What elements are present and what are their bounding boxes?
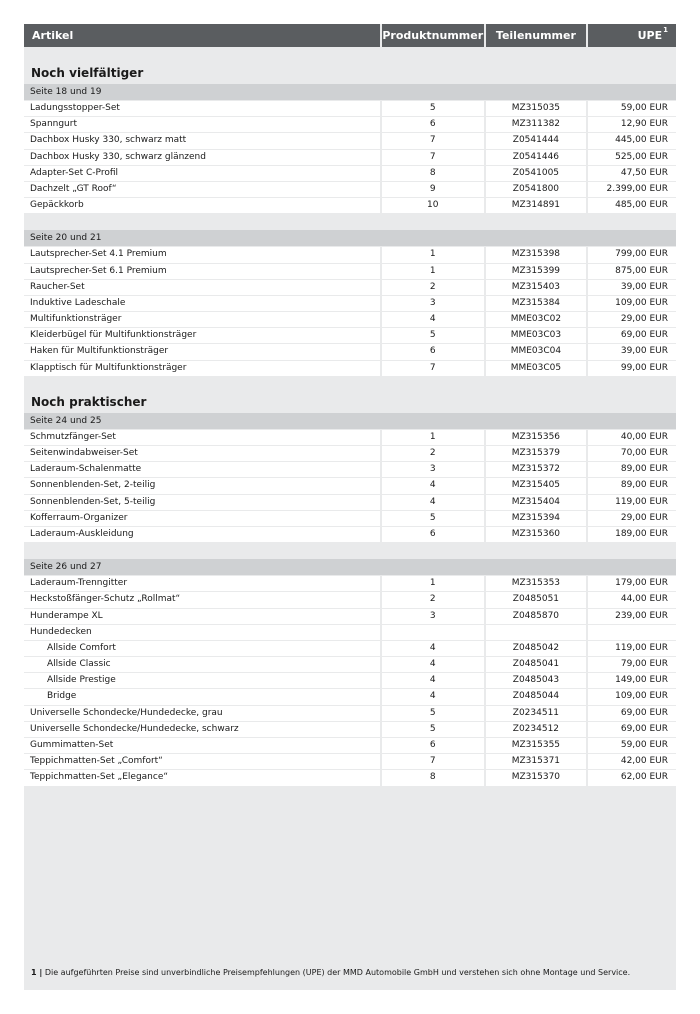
price: 79,00 EUR — [588, 657, 676, 672]
price: 47,50 EUR — [588, 166, 676, 181]
table-row — [24, 116, 676, 132]
article-name: Klapptisch für Multifunktionsträger — [24, 361, 380, 376]
table-header — [24, 24, 676, 47]
price: 29,00 EUR — [588, 312, 676, 327]
article-name: Spanngurt — [24, 117, 380, 132]
part-number: Z0485870 — [486, 609, 587, 624]
product-number: 4 — [382, 495, 484, 510]
price: 99,00 EUR — [588, 361, 676, 376]
product-number: 3 — [382, 609, 484, 624]
article-name: Ladungsstopper-Set — [24, 101, 380, 116]
product-number: 5 — [382, 722, 484, 737]
part-number: Z0485051 — [486, 592, 587, 607]
table-row — [24, 494, 676, 510]
product-number: 1 — [382, 430, 484, 445]
article-name: Gepäckkorb — [24, 198, 380, 213]
article-name: Dachzelt „GT Roof“ — [24, 182, 380, 197]
part-number: Z0541005 — [486, 166, 587, 181]
product-number: 2 — [382, 280, 484, 295]
table-row — [24, 165, 676, 181]
article-name: Dachbox Husky 330, schwarz glänzend — [24, 150, 380, 165]
part-number: MZ311382 — [486, 117, 587, 132]
part-number: Z0541800 — [486, 182, 587, 197]
price: 119,00 EUR — [588, 641, 676, 656]
product-number: 8 — [382, 166, 484, 181]
product-number: 2 — [382, 446, 484, 461]
header-price-label: UPE — [637, 29, 663, 42]
price: 525,00 EUR — [588, 150, 676, 165]
header-product-number: Produktnummer — [382, 24, 484, 47]
article-name: Raucher-Set — [24, 280, 380, 295]
table-row — [24, 246, 676, 262]
part-number: MME03C02 — [486, 312, 587, 327]
table-row — [24, 705, 676, 721]
article-name: Universelle Schondecke/Hundedecke, schwarz — [24, 722, 380, 737]
table-row — [24, 181, 676, 197]
price: 59,00 EUR — [588, 738, 676, 753]
product-number: 5 — [382, 328, 484, 343]
article-name: Induktive Ladeschale — [24, 296, 380, 311]
part-number: Z0485043 — [486, 673, 587, 688]
article-name: Haken für Multifunktionsträger — [24, 344, 380, 359]
price: 445,00 EUR — [588, 133, 676, 148]
table-row — [24, 656, 676, 672]
price: 42,00 EUR — [588, 754, 676, 769]
table-row — [24, 445, 676, 461]
part-number: MZ315355 — [486, 738, 587, 753]
table-row — [24, 526, 676, 542]
group-spacer — [24, 213, 676, 230]
table-row — [24, 197, 676, 213]
price: 485,00 EUR — [588, 198, 676, 213]
table-row — [24, 640, 676, 656]
article-name: Multifunktionsträger — [24, 312, 380, 327]
product-number: 10 — [382, 198, 484, 213]
article-name: Hunderampe XL — [24, 609, 380, 624]
part-number: MME03C05 — [486, 361, 587, 376]
price: 29,00 EUR — [588, 511, 676, 526]
article-name: Sonnenblenden-Set, 2-teilig — [24, 478, 380, 493]
part-number: MZ315398 — [486, 247, 587, 262]
part-number: MZ315353 — [486, 576, 587, 591]
header-part-number: Teilenummer — [486, 24, 587, 47]
table-row — [24, 477, 676, 493]
part-number: MZ315356 — [486, 430, 587, 445]
article-name: Lautsprecher-Set 6.1 Premium — [24, 264, 380, 279]
part-number: MZ315371 — [486, 754, 587, 769]
product-number: 4 — [382, 312, 484, 327]
product-number: 3 — [382, 296, 484, 311]
article-name: Teppichmatten-Set „Comfort“ — [24, 754, 380, 769]
price: 149,00 EUR — [588, 673, 676, 688]
part-number: MZ315403 — [486, 280, 587, 295]
part-number: MZ315360 — [486, 527, 587, 542]
part-number: MZ315394 — [486, 511, 587, 526]
article-name: Kofferraum-Organizer — [24, 511, 380, 526]
table-row — [24, 624, 676, 640]
table-row — [24, 608, 676, 624]
part-number: MZ314891 — [486, 198, 587, 213]
price: 70,00 EUR — [588, 446, 676, 461]
article-name: Laderaum-Auskleidung — [24, 527, 380, 542]
price: 39,00 EUR — [588, 280, 676, 295]
table-row — [24, 360, 676, 376]
page-reference: Seite 24 und 25 — [24, 413, 676, 429]
price: 2.399,00 EUR — [588, 182, 676, 197]
table-row — [24, 753, 676, 769]
price: 799,00 EUR — [588, 247, 676, 262]
product-number: 1 — [382, 264, 484, 279]
table-row — [24, 295, 676, 311]
page-reference: Seite 26 und 27 — [24, 559, 676, 575]
product-number: 5 — [382, 101, 484, 116]
table-row — [24, 737, 676, 753]
table-body — [24, 47, 676, 786]
part-number: MZ315404 — [486, 495, 587, 510]
article-name: Heckstoßfänger-Schutz „Rollmat“ — [24, 592, 380, 607]
article-name: Laderaum-Schalenmatte — [24, 462, 380, 477]
product-number: 2 — [382, 592, 484, 607]
part-number: MZ315370 — [486, 770, 587, 785]
footnote — [31, 968, 630, 977]
header-price-footnote-ref: 1 — [663, 26, 668, 34]
product-number: 7 — [382, 361, 484, 376]
product-number: 6 — [382, 738, 484, 753]
footnote-marker: 1 | — [31, 968, 43, 977]
price: 119,00 EUR — [588, 495, 676, 510]
part-number: Z0541444 — [486, 133, 587, 148]
price: 89,00 EUR — [588, 478, 676, 493]
part-number — [486, 625, 587, 640]
table-row — [24, 769, 676, 785]
product-number: 9 — [382, 182, 484, 197]
article-name: Universelle Schondecke/Hundedecke, grau — [24, 706, 380, 721]
price: 109,00 EUR — [588, 689, 676, 704]
article-name: Allside Classic — [24, 657, 380, 672]
product-number: 4 — [382, 641, 484, 656]
product-number: 6 — [382, 527, 484, 542]
table-row — [24, 688, 676, 704]
table-row — [24, 461, 676, 477]
table-row — [24, 672, 676, 688]
part-number: MME03C04 — [486, 344, 587, 359]
product-number — [382, 625, 484, 640]
product-number: 3 — [382, 462, 484, 477]
article-name: Dachbox Husky 330, schwarz matt — [24, 133, 380, 148]
group-spacer — [24, 542, 676, 559]
product-number: 7 — [382, 133, 484, 148]
article-name: Laderaum-Trenngitter — [24, 576, 380, 591]
table-row — [24, 429, 676, 445]
price: 12,90 EUR — [588, 117, 676, 132]
price: 89,00 EUR — [588, 462, 676, 477]
product-number: 4 — [382, 478, 484, 493]
part-number: MZ315035 — [486, 101, 587, 116]
part-number: MZ315384 — [486, 296, 587, 311]
part-number: Z0234512 — [486, 722, 587, 737]
table-row — [24, 591, 676, 607]
part-number: MZ315399 — [486, 264, 587, 279]
price: 189,00 EUR — [588, 527, 676, 542]
table-row — [24, 279, 676, 295]
price: 69,00 EUR — [588, 328, 676, 343]
price — [588, 625, 676, 640]
table-row — [24, 510, 676, 526]
section-title: Noch praktischer — [31, 394, 147, 409]
table-row — [24, 575, 676, 591]
article-name: Allside Prestige — [24, 673, 380, 688]
page-reference: Seite 20 und 21 — [24, 230, 676, 246]
table-row — [24, 327, 676, 343]
article-name: Kleiderbügel für Multifunktionsträger — [24, 328, 380, 343]
article-name: Seitenwindabweiser-Set — [24, 446, 380, 461]
price: 39,00 EUR — [588, 344, 676, 359]
table-row — [24, 263, 676, 279]
product-number: 1 — [382, 247, 484, 262]
article-name: Teppichmatten-Set „Elegance“ — [24, 770, 380, 785]
article-name: Bridge — [24, 689, 380, 704]
price: 69,00 EUR — [588, 722, 676, 737]
table-row — [24, 311, 676, 327]
product-number: 6 — [382, 344, 484, 359]
article-name: Adapter-Set C-Profil — [24, 166, 380, 181]
header-article: Artikel — [24, 24, 380, 47]
table-row — [24, 149, 676, 165]
part-number: Z0485041 — [486, 657, 587, 672]
part-number: Z0541446 — [486, 150, 587, 165]
part-number: Z0485042 — [486, 641, 587, 656]
product-number: 5 — [382, 706, 484, 721]
product-number: 5 — [382, 511, 484, 526]
article-name: Allside Comfort — [24, 641, 380, 656]
part-number: Z0485044 — [486, 689, 587, 704]
price: 44,00 EUR — [588, 592, 676, 607]
product-number: 4 — [382, 689, 484, 704]
article-name: Lautsprecher-Set 4.1 Premium — [24, 247, 380, 262]
article-name: Schmutzfänger-Set — [24, 430, 380, 445]
price: 62,00 EUR — [588, 770, 676, 785]
section-title: Noch vielfältiger — [31, 66, 144, 80]
header-price — [588, 24, 676, 47]
table-row — [24, 343, 676, 359]
price: 40,00 EUR — [588, 430, 676, 445]
product-number: 1 — [382, 576, 484, 591]
price: 69,00 EUR — [588, 706, 676, 721]
page-reference: Seite 18 und 19 — [24, 84, 676, 100]
part-number: MZ315379 — [486, 446, 587, 461]
price: 179,00 EUR — [588, 576, 676, 591]
footnote-text: Die aufgeführten Preise sind unverbindliche Preisempfehlungen (UPE) der MMD Automobile GmbH und verstehen sich ohne Montage und Service. — [42, 968, 631, 977]
table-row — [24, 132, 676, 148]
product-number: 8 — [382, 770, 484, 785]
price: 239,00 EUR — [588, 609, 676, 624]
part-number: MME03C03 — [486, 328, 587, 343]
product-number: 7 — [382, 150, 484, 165]
product-number: 6 — [382, 117, 484, 132]
price: 59,00 EUR — [588, 101, 676, 116]
article-name: Sonnenblenden-Set, 5-teilig — [24, 495, 380, 510]
article-name: Hundedecken — [24, 625, 380, 640]
price: 875,00 EUR — [588, 264, 676, 279]
product-number: 7 — [382, 754, 484, 769]
price: 109,00 EUR — [588, 296, 676, 311]
part-number: MZ315372 — [486, 462, 587, 477]
part-number: MZ315405 — [486, 478, 587, 493]
article-name: Gummimatten-Set — [24, 738, 380, 753]
price-list-sheet — [24, 24, 676, 990]
product-number: 4 — [382, 673, 484, 688]
table-row — [24, 721, 676, 737]
product-number: 4 — [382, 657, 484, 672]
part-number: Z0234511 — [486, 706, 587, 721]
table-row — [24, 100, 676, 116]
